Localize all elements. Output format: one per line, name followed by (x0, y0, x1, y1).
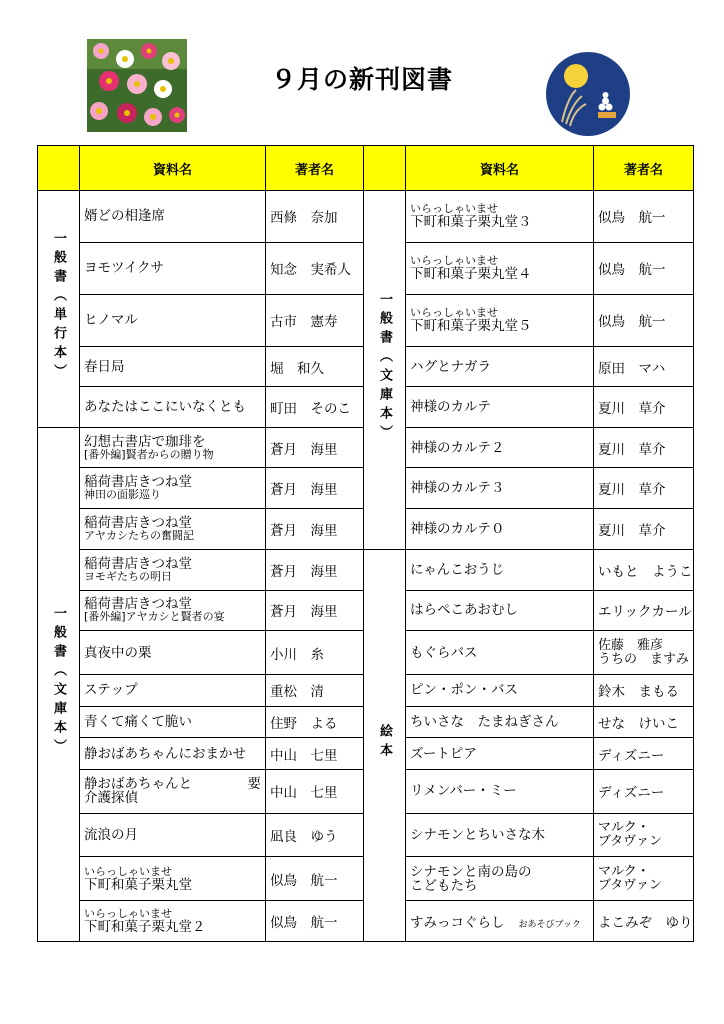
book-author: 夏川 草介 (594, 509, 694, 550)
book-author: 蒼月 海里 (266, 509, 364, 550)
new-books-table (37, 145, 694, 942)
book-title: 真夜中の栗 (80, 631, 266, 675)
book-author: 堀 和久 (266, 346, 364, 386)
book-title: 稲荷書店きつね堂 アヤカシたちの奮闘記 (80, 509, 266, 550)
book-author: 蒼月 海里 (266, 549, 364, 590)
book-title: いらっしゃいませ 下町和菓子栗丸堂２ (80, 901, 266, 942)
table-row (38, 191, 694, 243)
book-author: 古市 憲寿 (266, 294, 364, 346)
group-label-general-bunko-left: 一般書（文庫本） (38, 427, 80, 941)
moon-viewing-image (546, 52, 630, 136)
book-author: 似鳥 航一 (594, 242, 694, 294)
book-author: 原田 マハ (594, 346, 694, 386)
book-author: 夏川 草介 (594, 427, 694, 468)
book-author: 町田 そのこ (266, 387, 364, 427)
book-author: ディズニー (594, 769, 694, 813)
book-title: ヒノマル (80, 294, 266, 346)
header-row (38, 146, 694, 191)
book-title: 稲荷書店きつね堂 神田の面影巡り (80, 468, 266, 509)
book-title: 静おばあちゃんにおまかせ (80, 738, 266, 770)
book-author: 知念 実希人 (266, 242, 364, 294)
book-title: もぐらバス (406, 631, 594, 675)
book-title: 静おばあちゃんと 要 介護探偵 (80, 769, 266, 813)
cosmos-flower-image (87, 39, 187, 132)
book-title: 神様のカルテ (406, 387, 594, 427)
book-title: ハグとナガラ (406, 346, 594, 386)
book-title: 稲荷書店きつね堂 [番外編]アヤカシと賢者の宴 (80, 590, 266, 631)
book-author: 似鳥 航一 (594, 294, 694, 346)
book-author: マルク・ ブタヴァン (594, 857, 694, 901)
book-title: リメンバー・ミー (406, 769, 594, 813)
book-title: はらぺこあおむし (406, 590, 594, 631)
book-author: いもと ようこ (594, 549, 694, 590)
header-group-left (38, 146, 80, 191)
book-author: ディズニー (594, 738, 694, 770)
book-author: 蒼月 海里 (266, 468, 364, 509)
book-title: シナモンとちいさな木 (406, 813, 594, 857)
book-title: ステップ (80, 674, 266, 706)
book-title: 春日局 (80, 346, 266, 386)
book-title: いらっしゃいませ 下町和菓子栗丸堂４ (406, 242, 594, 294)
book-author: 西條 奈加 (266, 191, 364, 243)
book-author: 重松 清 (266, 674, 364, 706)
book-title: 青くて痛くて脆い (80, 706, 266, 738)
book-author: 小川 糸 (266, 631, 364, 675)
book-title: にゃんこおうじ (406, 549, 594, 590)
table-row (38, 549, 694, 590)
book-author: 夏川 草介 (594, 468, 694, 509)
book-title: ヨモツイクサ (80, 242, 266, 294)
book-title: すみっコぐらし おあそびブック (406, 901, 594, 942)
book-author: 似鳥 航一 (594, 191, 694, 243)
header-title-left: 資料名 (80, 146, 266, 191)
book-title: ちいさな たまねぎさん (406, 706, 594, 738)
book-title: あなたはここにいなくとも (80, 387, 266, 427)
book-title: シナモンと南の島の こどもたち (406, 857, 594, 901)
book-title: ズートピア (406, 738, 594, 770)
book-author: 中山 七里 (266, 738, 364, 770)
book-title: 神様のカルテ０ (406, 509, 594, 550)
book-title: 神様のカルテ３ (406, 468, 594, 509)
book-title: いらっしゃいませ 下町和菓子栗丸堂５ (406, 294, 594, 346)
book-author: 夏川 草介 (594, 387, 694, 427)
group-label-ehon: 絵本 (364, 549, 406, 941)
book-author: マルク・ ブタヴァン (594, 813, 694, 857)
book-author: よこみぞ ゆり (594, 901, 694, 942)
book-author: 凪良 ゆう (266, 813, 364, 857)
book-author: 鈴木 まもる (594, 674, 694, 706)
book-author: 蒼月 海里 (266, 427, 364, 468)
book-title: 婿どの相逢席 (80, 191, 266, 243)
page-title: ９月の新刊図書 (270, 65, 453, 94)
book-author: せな けいこ (594, 706, 694, 738)
book-title: いらっしゃいませ 下町和菓子栗丸堂 (80, 857, 266, 901)
book-title: 神様のカルテ２ (406, 427, 594, 468)
group-label-general-tankobon: 一般書（単行本） (38, 191, 80, 428)
book-title: ピン・ポン・バス (406, 674, 594, 706)
header-group-right (364, 146, 406, 191)
book-title: いらっしゃいませ 下町和菓子栗丸堂３ (406, 191, 594, 243)
book-author: 似鳥 航一 (266, 857, 364, 901)
header-title-right: 資料名 (406, 146, 594, 191)
book-author: エリックカール (594, 590, 694, 631)
book-author: 似鳥 航一 (266, 901, 364, 942)
book-title: 稲荷書店きつね堂 ヨモギたちの明日 (80, 549, 266, 590)
book-title: 流浪の月 (80, 813, 266, 857)
book-author: 中山 七里 (266, 769, 364, 813)
group-label-general-bunko-right: 一般書（文庫本） (364, 191, 406, 550)
book-author: 住野 よる (266, 706, 364, 738)
header-author-left: 著者名 (266, 146, 364, 191)
book-title: 幻想古書店で珈琲を [番外編]賢者からの贈り物 (80, 427, 266, 468)
header-author-right: 著者名 (594, 146, 694, 191)
book-author: 蒼月 海里 (266, 590, 364, 631)
book-author: 佐藤 雅彦 うちの ますみ (594, 631, 694, 675)
